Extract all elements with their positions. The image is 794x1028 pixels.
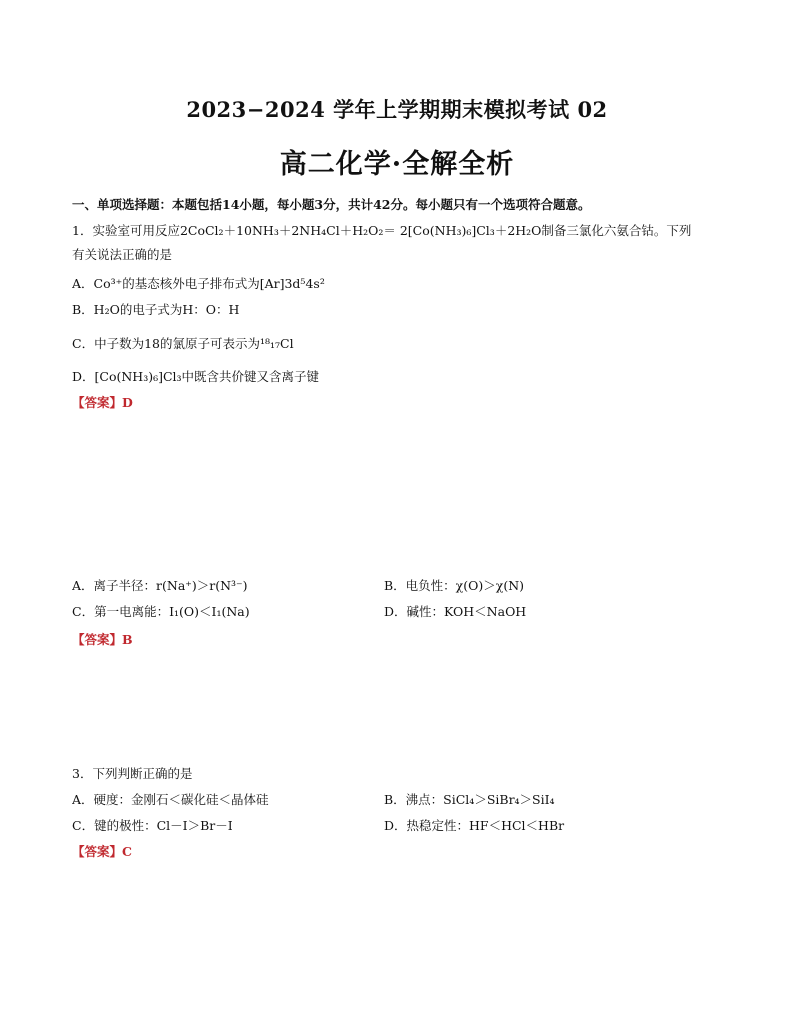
q1-option-a: A．Co³⁺的基态核外电子排布式为[Ar]3d⁵4s² [72,276,325,291]
section-heading: 一、单项选择题：本题包括14小题，每小题3分，共计42分。每小题只有一个选项符合题意。 [72,197,591,212]
q2-option-c: C．第一电离能：I₁(O)＜I₁(Na) [72,604,250,619]
q1-option-b: B．H₂O的电子式为H：O：H [72,302,240,317]
q3-stem: 3．下列判断正确的是 [72,766,193,781]
q2-option-b: B．电负性：χ(O)＞χ(N) [384,578,525,593]
q1-stem-line2: 有关说法正确的是 [72,247,173,262]
q3-option-d: D．热稳定性：HF＜HCl＜HBr [384,818,565,833]
q2-answer: 【答案】B [72,632,133,647]
q1-option-d: D．[Co(NH₃)₆]Cl₃中既含共价键又含离子键 [72,369,320,384]
q1-stem-line1: 1．实验室可用反应2CoCl₂＋10NH₃＋2NH₄Cl＋H₂O₂＝ 2[Co(NH₃)₆]Cl₃＋2H₂O制备三氯化六氨合钴。下列 [72,223,692,238]
exam-subtitle: 高二化学·全解全析 [279,149,515,180]
q1-answer: 【答案】D [72,395,133,410]
exam-title: 2023−2024 学年上学期期末模拟考试 02 [186,97,608,122]
q2-option-d: D．碱性：KOH＜NaOH [384,604,527,619]
q3-answer: 【答案】C [72,844,132,859]
q1-option-c: C．中子数为18的氯原子可表示为¹⁸₁₇Cl [72,336,294,351]
q3-option-a: A．硬度：金刚石＜碳化硅＜晶体硅 [72,792,269,807]
q2-option-a: A．离子半径：r(Na⁺)＞r(N³⁻) [72,578,248,593]
q3-option-b: B．沸点：SiCl₄＞SiBr₄＞SiI₄ [384,792,555,807]
q3-option-c: C．键的极性：Cl－I＞Br－I [72,818,233,833]
